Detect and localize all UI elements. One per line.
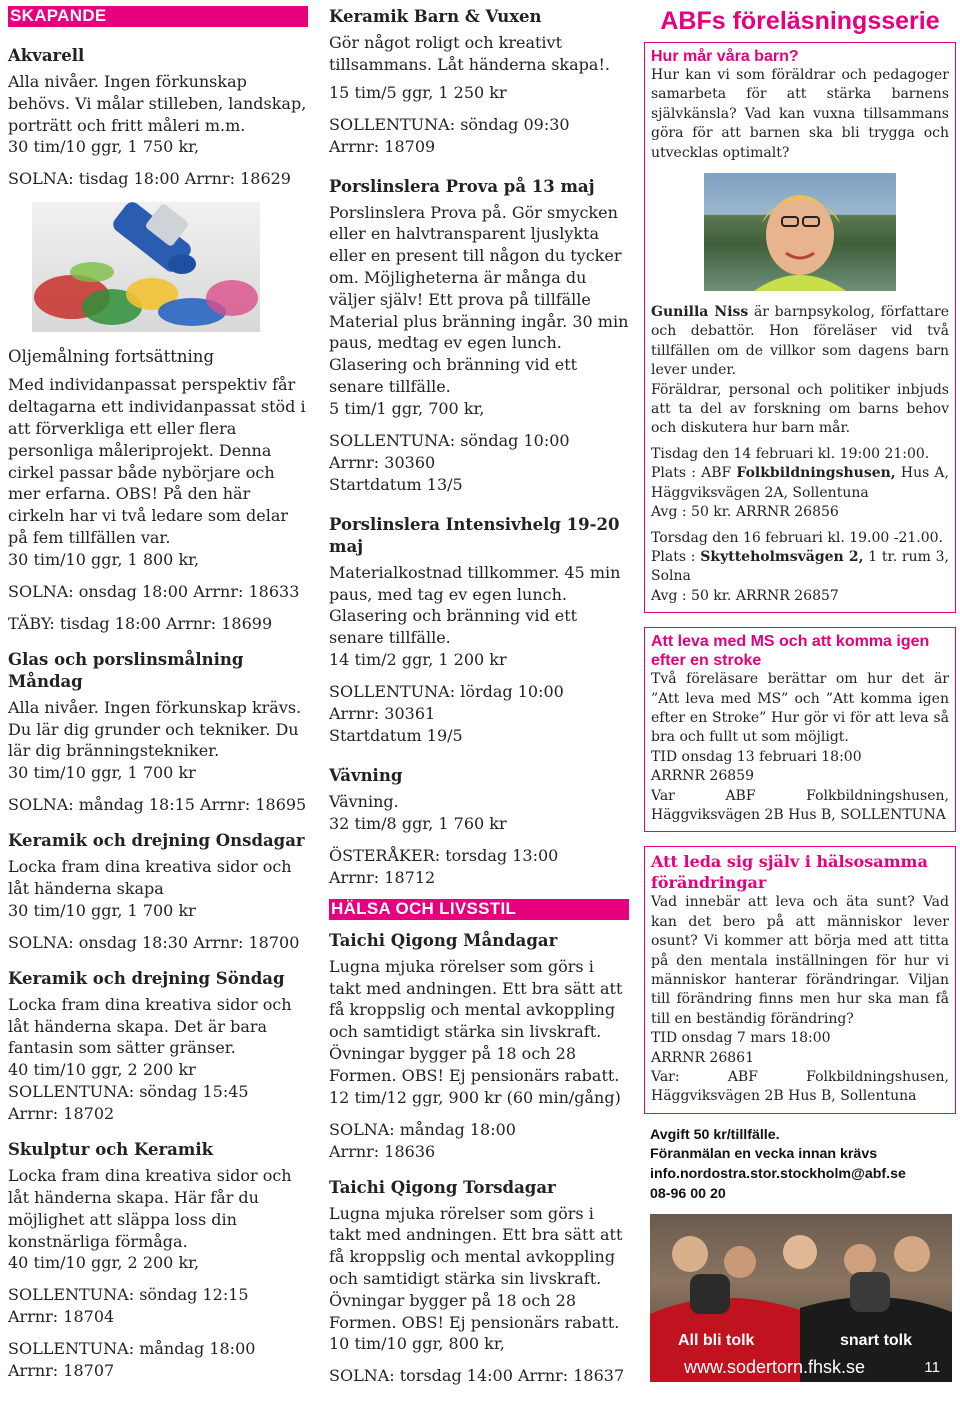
website-link[interactable]: www.sodertorn.fhsk.se bbox=[684, 1357, 866, 1378]
course-schedule: TÄBY: tisdag 18:00 Arrnr: 18699 bbox=[8, 613, 273, 633]
course-price: 30 tim/10 ggr, 1 700 kr bbox=[8, 900, 196, 920]
course-price: 15 tim/5 ggr, 1 250 kr bbox=[329, 82, 507, 102]
paint-tube-photo bbox=[32, 202, 260, 332]
course-description: Vävning. bbox=[329, 791, 399, 811]
course-arrnr: Arrnr: 18702 bbox=[8, 1104, 115, 1124]
course-description: Gör något roligt och kreativt tillsammans. Låt händerna skapa!. bbox=[329, 33, 610, 74]
course-title: Porslinslera Prova på 13 maj bbox=[329, 176, 595, 196]
course-description: Lugna mjuka rörelser som görs i takt med andningen. Ett bra sätt att få kroppslig och mental avkoppling och samtidigt stärka sin livskraft. Övningar bygger på 18 och 28 Formen. OBS! Ej pensionärs rabatt. bbox=[329, 956, 623, 1085]
course-skulptur bbox=[8, 1139, 308, 1382]
course-description: Lugna mjuka rörelser som görs i takt med andningen. Ett bra sätt att få kroppslig och mental avkoppling och samtidigt stärka sin livskraft. Övningar bygger på 18 och 28 Formen. OBS! Ej pensionärs rabatt. bbox=[329, 1203, 623, 1332]
lecture-date: Tisdag den 14 februari kl. 19:00 21:00. bbox=[651, 445, 930, 462]
course-description: Alla nivåer. Ingen förkunskap krävs. Du lär dig grunder och tekniker. Du lär dig bränningstekniker. bbox=[8, 697, 302, 761]
course-schedule: SOLNA: onsdag 18:30 Arrnr: 18700 bbox=[8, 932, 300, 952]
shirt-slogan-left: All bli tolk bbox=[678, 1332, 755, 1350]
shirt-slogan-right: snart tolk bbox=[840, 1332, 913, 1350]
course-description: Med individanpassat perspektiv får deltagarna ett individanpassat stöd i att förverkliga ett eller flera personliga måleriprojekt. Denna cirkel passar både nybörjare och mer erfarna. OBS! På den här cirkeln har vi två ledare som delar på fem tillfällen var. bbox=[8, 375, 306, 547]
course-schedule: ÖSTERÅKER: torsdag 13:00 bbox=[329, 845, 559, 865]
lecture-place: Var ABF Folkbildningshusen, Häggviksvägen 2B Hus B, SOLLENTUNA bbox=[651, 787, 949, 823]
course-title: Keramik och drejning Onsdagar bbox=[8, 831, 305, 851]
course-price: 5 tim/1 ggr, 700 kr, bbox=[329, 398, 485, 418]
column-middle bbox=[329, 6, 629, 1387]
lecture-arrnr: ARRNR 26861 bbox=[651, 1049, 754, 1066]
lecture-fee: Avg : 50 kr. ARRNR 26856 bbox=[651, 504, 839, 521]
course-schedule: SOLLENTUNA: söndag 09:30 bbox=[329, 114, 570, 134]
course-keramik-sondag bbox=[8, 968, 308, 1125]
course-title: Taichi Qigong Måndagar bbox=[329, 930, 558, 950]
course-price: 32 tim/8 ggr, 1 760 kr bbox=[329, 813, 507, 833]
course-description: Locka fram dina kreativa sidor och låt händerna skapa. Här får du möjlighet att släppa loss din konstnärliga förmåga. bbox=[8, 1166, 292, 1251]
course-title: Oljemålning fortsättning bbox=[8, 347, 215, 367]
course-price: 40 tim/10 ggr, 2 200 kr, bbox=[8, 1253, 200, 1273]
lecture-arrnr: ARRNR 26859 bbox=[651, 768, 754, 785]
course-akvarell bbox=[8, 45, 308, 190]
column-right bbox=[644, 6, 956, 1382]
course-arrnr: Arrnr: 18707 bbox=[8, 1361, 115, 1381]
course-vavning bbox=[329, 765, 629, 889]
lecture-description: Hur kan vi som föräldrar och pedagoger samarbeta för att stärka barnens självkänsla? Vad kan vuxna tillsammans göra för att barnen ska bli trygga och utvecklas optimalt? bbox=[651, 67, 949, 161]
course-title: Akvarell bbox=[8, 46, 85, 65]
course-startdate: Startdatum 13/5 bbox=[329, 474, 463, 494]
course-description: Materialkostnad tillkommer. 45 min paus, med tag ev egen lunch. Glasering och bränning vid ett senare tillfälle. bbox=[329, 562, 621, 648]
lecture-fee: Avg : 50 kr. ARRNR 26857 bbox=[651, 587, 839, 604]
lecture-place: Var: ABF Folkbildningshusen, Häggviksvägen 2B Hus B, Sollentuna bbox=[651, 1069, 949, 1105]
crowd-photo bbox=[650, 1214, 952, 1382]
course-arrnr: Arrnr: 30360 bbox=[329, 452, 436, 472]
course-schedule: SOLLENTUNA: söndag 10:00 bbox=[329, 430, 570, 450]
fee-note: Avgift 50 kr/tillfälle. bbox=[650, 1126, 780, 1143]
course-title: Taichi Qigong Torsdagar bbox=[329, 1177, 556, 1197]
course-title: Glas och porslinsmålning Måndag bbox=[8, 649, 244, 691]
portrait-art bbox=[704, 173, 896, 291]
course-price: 30 tim/10 ggr, 1 700 kr bbox=[8, 763, 196, 783]
course-title: Keramik Barn & Vuxen bbox=[329, 7, 542, 26]
lecturer-portrait bbox=[704, 173, 896, 291]
course-arrnr: Arrnr: 18704 bbox=[8, 1307, 115, 1327]
lecture-description: Vad innebär att leva och äta sunt? Vad kan det bero på att människor lever osunt? Vi kommer att börja med att titta på den mentala inställningen för hur vi människor hanterar förändringar. Viljan till förändring finns men hur ska man få till en beständig förändring? bbox=[651, 894, 949, 1027]
course-taichi-mandag bbox=[329, 930, 629, 1163]
lecture-title: Att leda sig själv i hälsosamma förändringar bbox=[651, 852, 928, 893]
lecture-description: Två föreläsare berättar om hur det är ”Att leva med MS” och ”Att komma igen efter en Stroke” Hur gör vi för att leva så bra och fullt ut som möjligt. bbox=[651, 671, 949, 746]
course-price: 12 tim/12 ggr, 900 kr (60 min/gång) bbox=[329, 1087, 621, 1107]
course-arrnr: Arrnr: 30361 bbox=[329, 703, 436, 723]
course-startdate: Startdatum 19/5 bbox=[329, 725, 463, 745]
lecture-title: Att leva med MS och att komma igen efter en stroke bbox=[651, 633, 930, 670]
course-schedule: SOLNA: tisdag 18:00 Arrnr: 18629 bbox=[8, 169, 291, 189]
lecture-title: Hur mår våra barn? bbox=[651, 48, 799, 65]
course-description: Locka fram dina kreativa sidor och låt händerna skapa. Det är bara fantasin som sätter gränser. bbox=[8, 994, 292, 1058]
paint-photo-art bbox=[32, 202, 260, 332]
section-header-skapande: SKAPANDE bbox=[8, 6, 308, 27]
lecture-place: Plats : ABF Folkbildningshusen, Hus A, Häggviksvägen 2A, Sollentuna bbox=[651, 465, 949, 501]
course-taichi-torsdag bbox=[329, 1177, 629, 1388]
course-arrnr: Arrnr: 18712 bbox=[329, 867, 436, 887]
course-title: Keramik och drejning Söndag bbox=[8, 968, 285, 988]
course-glas-porslin bbox=[8, 649, 308, 816]
course-schedule: SOLLENTUNA: söndag 12:15 bbox=[8, 1285, 249, 1305]
course-porslin-intensiv bbox=[329, 514, 629, 747]
lecturer-bio: Gunilla Niss är barnpsykolog, författare och debattör. Hon föreläser vid två tillfällen om de villkor som dagens barn lever under. bbox=[651, 304, 950, 379]
lecturer-name: Gunilla Niss bbox=[651, 304, 749, 321]
course-schedule: SOLNA: måndag 18:00 bbox=[329, 1119, 516, 1139]
course-arrnr: Arrnr: 18636 bbox=[329, 1141, 436, 1161]
course-title: Vävning bbox=[329, 765, 403, 785]
course-schedule: SOLNA: onsdag 18:00 Arrnr: 18633 bbox=[8, 581, 300, 601]
course-description: Porslinslera Prova på. Gör smycken eller en halvtransparent ljuslykta eller en present till någon du tycker om. Möjligheterna är många du väljer själv! Ett prova på tillfälle Material plus bränning ingår. 30 min paus, medtag ev egen lunch. Glasering och bränning vid ett senare tillfälle. bbox=[329, 202, 629, 396]
lecture-footer bbox=[644, 1126, 956, 1204]
course-schedule: SOLNA: måndag 18:15 Arrnr: 18695 bbox=[8, 795, 307, 815]
lecture-audience: Föräldrar, personal och politiker inbjuds att ta del av forskning om barns behov och diskutera hur barn mår. bbox=[651, 381, 949, 437]
course-schedule: SOLLENTUNA: lördag 10:00 bbox=[329, 681, 564, 701]
course-price: 30 tim/10 ggr, 1 750 kr, bbox=[8, 137, 200, 157]
course-schedule: SOLLENTUNA: söndag 15:45 bbox=[8, 1082, 249, 1102]
course-porslin-prova bbox=[329, 176, 629, 496]
course-schedule: SOLNA: torsdag 14:00 Arrnr: 18637 bbox=[329, 1366, 625, 1386]
course-oljemalning bbox=[8, 346, 308, 634]
lecture-time: TID onsdag 7 mars 18:00 bbox=[651, 1030, 831, 1047]
course-price: 14 tim/2 ggr, 1 200 kr bbox=[329, 649, 507, 669]
page-number: 11 bbox=[924, 1359, 940, 1377]
course-description: Alla nivåer. Ingen förkunskap behövs. Vi målar stilleben, landskap, porträtt och fritt måleri m.m. bbox=[8, 72, 307, 135]
lecture-box-barn bbox=[644, 42, 956, 613]
course-arrnr: Arrnr: 18709 bbox=[329, 136, 436, 156]
course-price: 30 tim/10 ggr, 1 800 kr, bbox=[8, 549, 200, 569]
lecture-box-leda bbox=[644, 846, 956, 1113]
contact-email[interactable]: info.nordostra.stor.stockholm@abf.se bbox=[650, 1166, 906, 1183]
course-description: Locka fram dina kreativa sidor och låt händerna skapa bbox=[8, 857, 292, 898]
lecture-time: TID onsdag 13 februari 18:00 bbox=[651, 748, 862, 765]
lecture-series-title: ABFs föreläsningsserie bbox=[660, 7, 940, 35]
column-left bbox=[8, 6, 308, 1382]
signup-note: Föranmälan en vecka innan krävs bbox=[650, 1146, 878, 1163]
course-keramik-barn bbox=[329, 6, 629, 158]
course-price: 40 tim/10 ggr, 2 200 kr bbox=[8, 1060, 196, 1080]
course-schedule: SOLLENTUNA: måndag 18:00 bbox=[8, 1339, 256, 1359]
section-header-halsa: HÄLSA OCH LIVSSTIL bbox=[329, 899, 629, 920]
contact-phone: 08-96 00 20 bbox=[650, 1185, 726, 1202]
course-keramik-onsdag bbox=[8, 830, 308, 954]
lecture-box-ms bbox=[644, 627, 956, 832]
course-price: 10 tim/10 ggr, 800 kr, bbox=[329, 1334, 505, 1354]
course-title: Skulptur och Keramik bbox=[8, 1140, 214, 1160]
lecture-place: Plats : Skytteholmsvägen 2, 1 tr. rum 3, Solna bbox=[651, 548, 950, 585]
lecture-date: Torsdag den 16 februari kl. 19.00 -21.00. bbox=[651, 529, 944, 546]
course-title: Porslinslera Intensivhelg 19-20 maj bbox=[329, 514, 620, 556]
